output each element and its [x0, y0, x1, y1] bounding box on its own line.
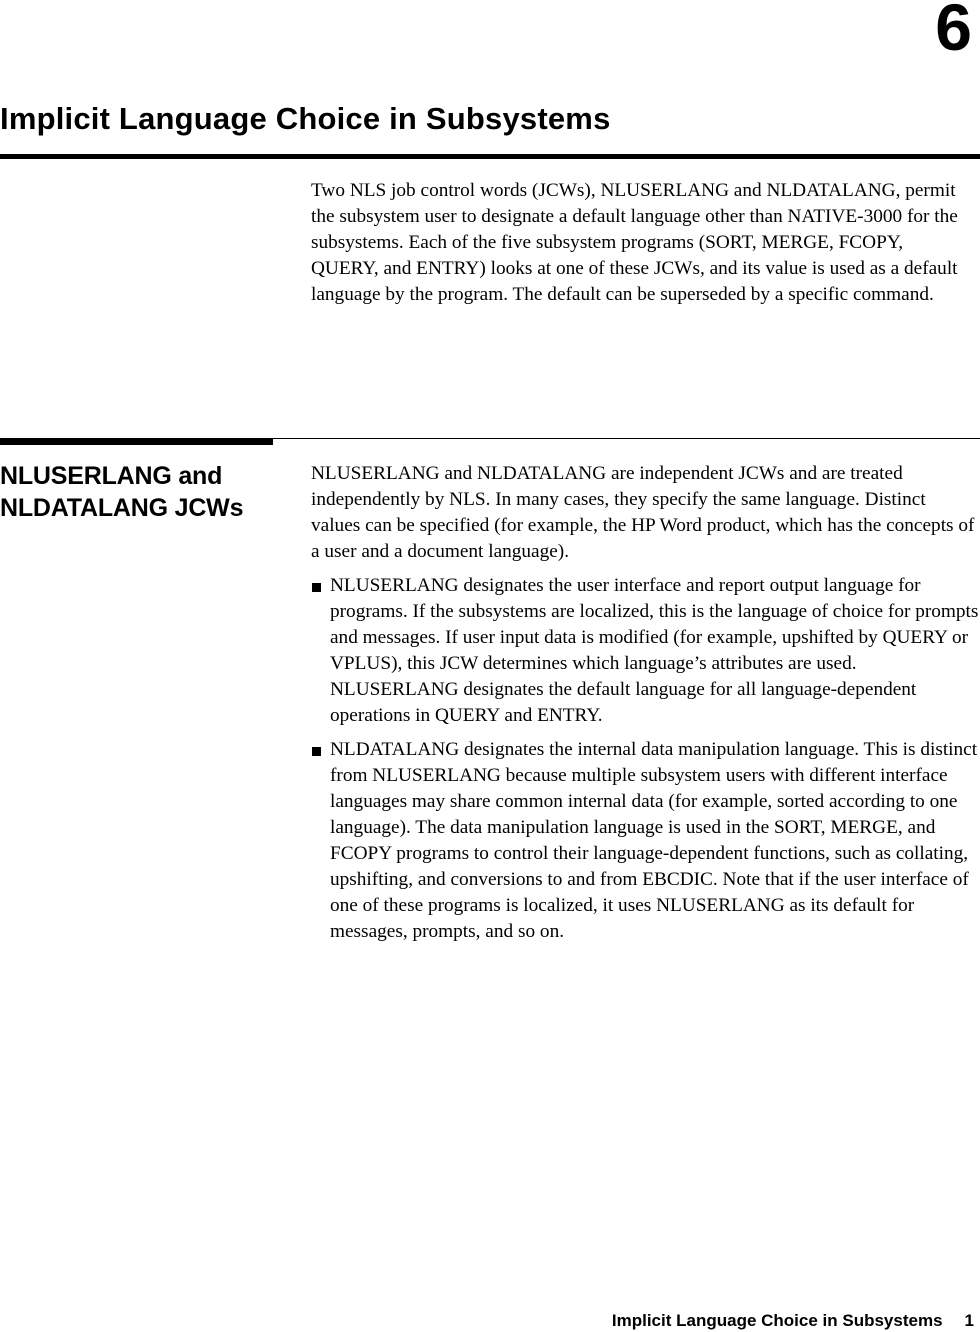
section-heading: [0, 460, 290, 524]
section-divider-thin: [273, 438, 980, 439]
page-footer: [612, 1310, 974, 1332]
page-number: 1: [964, 1311, 974, 1330]
chapter-title: Implicit Language Choice in Subsystems: [0, 101, 611, 136]
intro-paragraph: Two NLS job control words (JCWs), NLUSERLANG and NLDATALANG, permit the subsystem user to designate a default language other than NATIVE-3000 for the subsystems. Each of the five subsystem programs (SORT, MERGE, FCOPY, QUERY, and ENTRY) looks at one of these JCWs, and its value is used as a default language by the program. The default can be superseded by a specific command.: [311, 180, 958, 305]
footer-title: Implicit Language Choice in Subsystems: [611, 1311, 943, 1330]
section-body: [311, 461, 979, 953]
square-bullet-icon: [312, 747, 321, 756]
bullet-list: [311, 573, 979, 945]
bullet-item-nluserlang: [311, 573, 979, 729]
bullet-text: NLUSERLANG designates the user interface and report output language for programs. If the subsystems are localized, this is the language of choice for prompts and messages. If user input data is modified (for example, upshifted by QUERY or VPLUS), this JCW determines which language’s attributes are used. NLUSERLANG designates the default language for all language-dependent operations in QUERY and ENTRY.: [330, 575, 979, 726]
bullet-item-nldatalang: [311, 737, 979, 945]
title-rule: [0, 154, 980, 159]
section-paragraph: NLUSERLANG and NLDATALANG are independent JCWs and are treated independently by NLS. In many cases, they specify the same language. Distinct values can be specified (for example, the HP Word product, which has the concepts of a user and a document language).: [311, 463, 975, 562]
square-bullet-icon: [312, 583, 321, 592]
bullet-text: NLDATALANG designates the internal data manipulation language. This is distinct from NLUSERLANG because multiple subsystem users with different interface languages may share common internal data (for example, sorted according to one language). The data manipulation language is used in the SORT, MERGE, and FCOPY programs to control their language-dependent functions, such as collating, upshifting, and conversions to and from EBCDIC. Note that if the user interface of one of these programs is localized, it uses NLUSERLANG as its default for messages, prompts, and so on.: [330, 739, 978, 942]
section-divider-thick: [0, 438, 273, 445]
section-heading-line-2: NLDATALANG JCWs: [0, 494, 244, 522]
chapter-number: 6: [935, 0, 972, 64]
section-heading-line-1: NLUSERLANG and: [0, 462, 223, 490]
